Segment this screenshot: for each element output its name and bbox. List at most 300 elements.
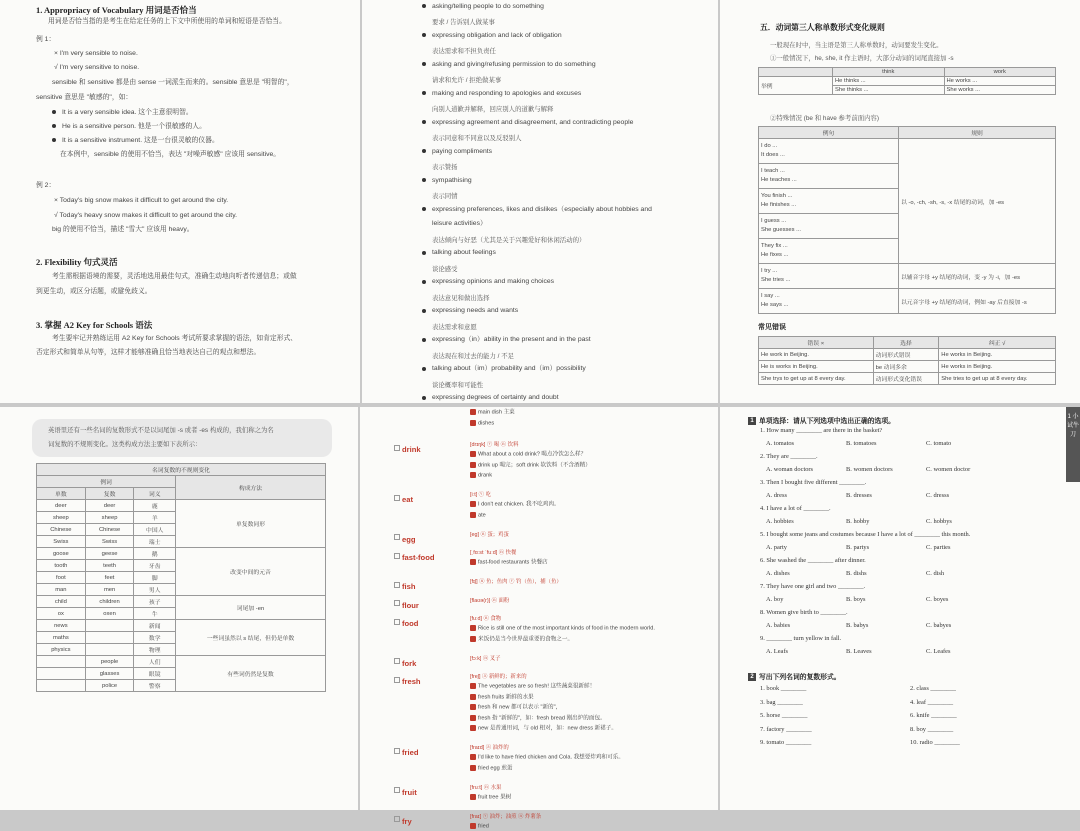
vocab-phonetic: [flaʊə(r)] ⓝ 面粉 [470, 597, 510, 604]
page-vocabulary [0, 0, 360, 403]
entry-text: new 是普通用词，与 old 相对，如：new dress 新裙子。 [478, 725, 617, 732]
plural-item: 10. radio ________ [910, 739, 960, 746]
plural-item: 5. horse ________ [760, 712, 808, 719]
vocab-word: fish [402, 582, 416, 591]
plural-item: 4. leaf ________ [910, 698, 954, 706]
example-marker-icon [470, 715, 476, 721]
example-marker-icon [470, 683, 476, 689]
function-item-cn: 表达需求和不担负责任 [432, 48, 496, 56]
bullet-item: He is a sensitive person. 他是一个很敏感的人。 [52, 123, 206, 131]
function-item-en: expressing degrees of certainty and doubt [432, 394, 559, 402]
answer-option: C. dresss [926, 492, 950, 499]
function-item-en: expressing needs and wants [432, 307, 519, 315]
side-tab: 1 小试牛刀 [1066, 407, 1080, 482]
function-item-en: asking/telling people to do something [432, 3, 544, 10]
table-cell: 动词形式变化错误 [873, 373, 939, 385]
function-item-en: paying compliments [432, 148, 493, 155]
table-cell: geese [85, 548, 134, 560]
table-cell: children [85, 596, 134, 608]
answer-option: B. dresses [846, 492, 872, 499]
table-cell: 数学 [134, 632, 176, 644]
example-1-note: sensible 和 sensitive 都是由 sense 一词派生而来的。sensible 意思是 "明智的"， [52, 79, 294, 86]
vocab-word: fruit [402, 787, 417, 797]
function-item [422, 90, 581, 98]
vocab-entry [394, 742, 418, 760]
question-text: 1. How many ________ are there in the basket? [760, 427, 883, 434]
entry-line [470, 694, 534, 702]
table-cell: 牛 [134, 608, 176, 620]
vocab-phonetic: [freʃ] ⓐ 新鲜的；新来的 [470, 674, 527, 680]
answer-option: C. tomato [926, 440, 952, 447]
checkbox-icon [394, 677, 400, 683]
bullet-icon [422, 207, 426, 211]
example-marker-icon [470, 754, 476, 760]
answer-option: A. tomatos [766, 440, 795, 447]
answer-option: A. party [766, 544, 787, 551]
answer-option: B. dishs [846, 570, 867, 577]
vocab-word: fork [402, 658, 417, 668]
vocab-phonetic: [iːt] ⓥ 吃 [470, 492, 491, 498]
vocab-phonetic: [eg] ⓝ 蛋；鸡蛋 [470, 531, 509, 538]
table-header-cell: think [833, 68, 945, 77]
table-cell: I teach ... He teaches ... [759, 164, 899, 189]
vocab-entry [394, 782, 417, 800]
table-cell: I do ... It does ... [759, 139, 899, 164]
table-cell-method: 单复数同形 [176, 500, 326, 548]
function-item-en: making and responding to apologies and excuses [432, 90, 582, 97]
answer-option: A. boy [766, 596, 784, 603]
question-text: 7. They have one girl and two ________. [760, 583, 866, 590]
entry-text: The vegetables are so fresh! 这些蔬菜很新鲜！ [478, 683, 596, 690]
table-cell: 动词形式错误 [873, 349, 939, 361]
answer-option: C. women doctor [926, 466, 971, 473]
vocab-word: food [402, 619, 419, 628]
table-cell: man [37, 584, 86, 596]
answer-option: B. hobby [846, 518, 870, 525]
table-cell: She works ... [944, 86, 1056, 95]
example-marker-icon [470, 472, 476, 478]
vocab-phonetic: [fuːd] ⓝ 食物 [470, 616, 502, 622]
section-1-title: 1. Appropriacy of Vocabulary 用词是否恰当 [36, 5, 197, 15]
function-item [422, 32, 562, 40]
answer-option: C. babyes [926, 622, 952, 629]
bullet-icon [422, 4, 426, 8]
function-item-cn: 谈论感受 [432, 265, 458, 273]
example-marker-icon [470, 794, 476, 800]
entry-text: fried [478, 822, 489, 829]
entry-line [470, 794, 511, 802]
exercise-1-title: 1 单项选择：请从下列选项中选出正确的选项。 [748, 415, 895, 425]
table-cell: 羊 [134, 512, 176, 524]
table-header-cell: 构成方法 [176, 476, 326, 500]
entry-line [470, 725, 617, 733]
example-marker-icon [470, 823, 476, 829]
table-cell: deer [85, 500, 134, 512]
table-cell: goose [37, 548, 86, 560]
function-item [422, 206, 652, 214]
table-cell: 鹿 [134, 500, 176, 512]
entry-text: fresh 指 "新鲜的"，如：fresh bread 刚出炉的面包。 [478, 714, 606, 721]
section-3-title: 3. 掌握 A2 Key for Schools 语法 [36, 320, 153, 330]
example-2-conclusion: big 的使用不恰当，描述 "雪大" 应该用 heavy。 [52, 226, 194, 233]
table-header-cell: 错误 × [759, 337, 874, 349]
table-common-mistakes [758, 336, 1056, 385]
function-item-cn: 要求 / 告诉别人做某事 [432, 19, 495, 27]
entry-line [470, 472, 492, 480]
table-header-cell: work [944, 68, 1056, 77]
entry-text: I don't eat chicken. 我不吃鸡肉。 [478, 501, 560, 508]
table-cell [85, 644, 134, 656]
example-1-conclusion: 在本例中，sensible 的使用不恰当，表达 "对噪声敏感" 应该用 sensitive。 [60, 151, 281, 158]
table-cell: You finish ... He finishes ... [759, 189, 899, 214]
rules-title: 五．动词第三人称单数形式变化规则 [760, 23, 885, 32]
table-special-verbs [758, 126, 1056, 314]
table-header-cell: 选择 [873, 337, 939, 349]
table-cell-method: 一些词虽然以 s 结尾，但仍是单数 [176, 620, 326, 656]
answer-option: B. women doctors [846, 466, 893, 473]
vocab-phonetic: [fruːt] ⓝ 水果 [470, 784, 502, 791]
table-cell: foot [37, 572, 86, 584]
checkbox-icon [394, 445, 400, 451]
entry-line [470, 823, 489, 831]
example-2-wrong: × Today's big snow makes it difficult to get around the city. [54, 197, 229, 204]
bullet-icon [422, 367, 426, 371]
table-cell: 男人 [134, 584, 176, 596]
entry-text: main dish 主菜 [478, 409, 515, 416]
table-cell: Chinese [37, 524, 86, 536]
entry-line [470, 559, 548, 567]
table-cell: feet [85, 572, 134, 584]
plural-item: 9. tomato ________ [760, 739, 812, 746]
function-item-cn: 表示赞扬 [432, 164, 458, 172]
answer-option: C. parties [926, 544, 951, 551]
table-cell: Swiss [85, 536, 134, 548]
vocab-phonetic: [fɪʃ] ⓝ 鱼；鱼肉 ⓥ 钓（鱼），捕（鱼） [470, 579, 562, 585]
example-1-right: √ I'm very sensitive to noise. [54, 64, 140, 71]
example-marker-icon [470, 559, 476, 565]
question-text: 9. ________ turn yellow in fall. [760, 635, 842, 642]
table-header-cell [759, 68, 833, 77]
bullet-item: It is a very sensible idea. 这个主意很明智。 [52, 109, 193, 117]
answer-option: A. woman doctors [766, 466, 814, 473]
function-item-en: talking about（im）probability and（im）possibility [432, 365, 586, 373]
banner-text: 英语里还有一些名词的复数形式不是以词尾加 -s 或者 -es 构成的，我们称之为名 [48, 427, 274, 434]
table-cell [37, 680, 86, 692]
table-cell: glasses [85, 668, 134, 680]
table-cell: I say ... He says ... [759, 289, 899, 314]
vocab-word: fried [402, 748, 419, 757]
example-marker-icon [470, 462, 476, 468]
checkbox-icon [394, 748, 400, 754]
table-cell: be 动词多余 [873, 361, 939, 373]
function-item [422, 336, 591, 344]
rules-intro: 一般现在时中，当主语是第三人称单数时，动词要发生变化。 [770, 42, 943, 49]
table-cell: They fix ... He fixes ... [759, 239, 899, 264]
answer-option: B. tomatoes [846, 440, 877, 447]
function-item-cn: 谈论概率和可能性 [432, 381, 484, 389]
table-cell: I guess ... She guesses ... [759, 214, 899, 239]
table-cell: Chinese [85, 524, 134, 536]
checkbox-icon [394, 582, 400, 588]
question-text: 8. Women give birth to ________. [760, 609, 848, 616]
entry-line [470, 420, 494, 428]
example-marker-icon [470, 451, 476, 457]
question-text: 2. They are ________. [760, 453, 818, 460]
table-cell [85, 632, 134, 644]
answer-option: A. Leafs [766, 648, 789, 655]
example-marker-icon [470, 725, 476, 731]
answer-option: A. dress [766, 492, 787, 499]
table-cell-rule: 以元音字母 +y 结尾的动词，例如 -ay 后直接加 -s [899, 289, 1056, 314]
bullet-icon [422, 149, 426, 153]
vocab-word: fast-food [402, 553, 435, 562]
bullet-item: It is a sensitive instrument. 这是一台很灵敏的仪器。 [52, 137, 219, 145]
table-cell [85, 620, 134, 632]
function-item [422, 119, 633, 127]
table-header-cell: 例词 [37, 476, 176, 488]
table-cell-method: 有些词仍然是复数 [176, 656, 326, 692]
entry-line [470, 462, 591, 470]
table-cell: She trys to get up at 8 every day. [759, 373, 874, 385]
table-regular-verbs [758, 67, 1056, 95]
entry-line [470, 451, 586, 459]
plural-item: 6. knife ________ [910, 712, 957, 719]
table-cell: 物理 [134, 644, 176, 656]
plural-item: 8. boy ________ [910, 725, 954, 733]
table-cell [37, 668, 86, 680]
table-row [37, 620, 326, 632]
table-header-cell: 复数 [85, 488, 134, 500]
entry-line [470, 754, 624, 762]
entry-text: What about a cold drink? 喝点冷饮怎么样？ [478, 451, 587, 458]
function-item-cn: 表达需求和意愿 [432, 323, 477, 331]
vocab-entry [394, 671, 421, 689]
function-item-en: asking and giving/refusing permission to do something [432, 61, 596, 68]
entry-line [470, 704, 561, 712]
section-1-intro: 用词是否恰当指的是考生在给定任务的上下文中所使用的单词和短语是否恰当。 [48, 18, 286, 25]
plural-item: 1. book ________ [760, 685, 807, 692]
function-item [422, 307, 518, 315]
answer-option: C. hobbys [926, 518, 952, 525]
example-marker-icon [470, 636, 476, 642]
table-row-label: 举例 [759, 77, 833, 95]
table-row [37, 596, 326, 608]
bullet-icon [422, 396, 426, 400]
bullet-icon [422, 280, 426, 284]
table-cell: physics [37, 644, 86, 656]
table-cell: 警察 [134, 680, 176, 692]
entry-line [470, 715, 606, 723]
table-title: 名词复数的不规则变化 [37, 464, 326, 476]
example-marker-icon [470, 625, 476, 631]
table-cell: 瑞士 [134, 536, 176, 548]
function-item-en: sympathising [432, 177, 472, 184]
bullet-icon [422, 62, 426, 66]
bullet-icon [422, 33, 426, 37]
function-item-cn: 表达现在和过去的能力 / 不足 [432, 352, 515, 360]
table-cell: deer [37, 500, 86, 512]
table-cell: He work in Beijing. [759, 349, 874, 361]
section-2-body-2: 到更生动，或区分话题，或避免歧义。 [36, 288, 152, 295]
rule-1: ①一般情况下，he, she, it 作主语时，大部分动词的词尾直接加 -s [770, 55, 954, 62]
table-row [37, 656, 326, 668]
checkbox-icon [394, 600, 400, 606]
page-exercises [720, 407, 1080, 810]
function-item-cn: 表达倾向与好恶（尤其是关于兴趣爱好和休闲活动的） [432, 236, 586, 244]
function-item [422, 249, 496, 257]
table-cell: men [85, 584, 134, 596]
table-row [37, 548, 326, 560]
example-marker-icon [470, 420, 476, 426]
example-1-note-2: sensitive 意思是 "敏感的"，如： [36, 94, 133, 101]
checkbox-icon [394, 495, 400, 501]
vocab-word: fresh [402, 677, 421, 686]
entry-text: fast-food restaurants 快餐店 [478, 559, 548, 566]
function-item [422, 177, 472, 185]
vocab-word: drink [402, 445, 421, 454]
function-item [422, 278, 554, 286]
exercise-2-title: 2 写出下列名词的复数形式。 [748, 671, 841, 681]
function-item-cn: 表示同意和不同意以及反驳别人 [432, 135, 522, 143]
checkbox-icon [394, 787, 400, 793]
checkbox-icon [394, 553, 400, 559]
example-marker-icon [470, 765, 476, 771]
entry-line [470, 409, 515, 417]
entry-text: ate [478, 511, 486, 518]
entry-text: fresh fruits 新鲜的水果 [478, 693, 534, 700]
entry-text: 米饭仍是当今世界最重要的食物之一。 [478, 635, 574, 642]
entry-text: Rice is still one of the most important kinds of food in the modern world. [478, 625, 655, 632]
function-item [422, 3, 544, 11]
checkbox-icon [394, 816, 400, 822]
bullet-icon [422, 251, 426, 255]
function-item-cn: 向别人道歉并解释，回应别人的道歉与解释 [432, 106, 554, 114]
bullet-icon [422, 338, 426, 342]
table-cell: She thinks ... [833, 86, 945, 95]
example-marker-icon [470, 694, 476, 700]
example-marker-icon [470, 501, 476, 507]
table-cell: sheep [85, 512, 134, 524]
table-row [37, 500, 326, 512]
table-cell: 脚 [134, 572, 176, 584]
table-cell: Swiss [37, 536, 86, 548]
answer-option: B. babys [846, 622, 869, 629]
common-mistakes-title: 常见错误 [758, 324, 786, 331]
vocab-entry [394, 529, 416, 547]
table-cell: 孩子 [134, 596, 176, 608]
example-marker-icon [470, 704, 476, 710]
question-text: 4. I have a lot of ________. [760, 505, 831, 512]
entry-text: I'd like to have fried chicken and Cola. 我想要炸鸡和可乐。 [478, 754, 624, 761]
entry-line [470, 501, 560, 509]
answer-option: B. Leaves [846, 648, 872, 655]
table-cell: He thinks ... [833, 77, 945, 86]
function-item-cn: 请求和允许 / 拒绝做某事 [432, 77, 502, 85]
example-1-wrong: × I'm very sensible to noise. [54, 50, 138, 57]
table-cell: tooth [37, 560, 86, 572]
table-header-cell: 规则 [899, 127, 1056, 139]
table-cell: He is works in Beijing. [759, 361, 874, 373]
plural-item: 7. factory ________ [760, 725, 812, 733]
vocab-entry [394, 653, 416, 671]
answer-option: A. hobbies [766, 518, 794, 525]
example-2-label: 例 2： [36, 182, 56, 189]
entry-line [470, 683, 595, 691]
bullet-icon [422, 120, 426, 124]
vocab-word: fry [402, 816, 412, 826]
entry-text: drank [478, 472, 492, 479]
entry-line [470, 625, 655, 633]
question-text: 5. I bought some jeans and costumes because I have a lot of ________ this month. [760, 531, 971, 538]
function-item [422, 148, 492, 156]
checkbox-icon [394, 534, 400, 540]
checkbox-icon [394, 658, 400, 664]
section-2-title: 2. Flexibility 句式灵活 [36, 257, 118, 267]
page-vocabulary-list [360, 407, 718, 829]
vocab-entry [394, 547, 434, 565]
answer-option: C. dish [926, 570, 945, 577]
table-cell: He works in Beijing. [939, 361, 1056, 373]
function-item-en: expressing agreement and disagreement, and contradicting people [432, 119, 634, 126]
entry-text: fresh 和 new 都可以表示 "新的"， [478, 704, 562, 711]
answer-option: B. partys [846, 544, 870, 551]
vocab-word: eat [402, 495, 413, 504]
example-2-right: √ Today's heavy snow makes it difficult to get around the city. [54, 212, 237, 219]
entry-text: fruit tree 果树 [478, 793, 512, 800]
table-cell: news [37, 620, 86, 632]
page-functions-list [362, 0, 718, 403]
question-text: 6. She washed the ________ after dinner. [760, 557, 866, 564]
entry-text: dishes [478, 420, 495, 427]
checkbox-icon [394, 619, 400, 625]
table-cell: She tries to get up at 8 every day. [939, 373, 1056, 385]
entry-text: fried egg 煎蛋 [478, 764, 513, 771]
example-marker-icon [470, 409, 476, 415]
function-item-en: expressing（in）ability in the present and in the past [432, 336, 591, 344]
vocab-phonetic: [ˌfɑːst ˈfuːd] ⓝ 快餐 [470, 550, 517, 556]
table-cell-method: 词尾加 -en [176, 596, 326, 620]
function-item-en: expressing obligation and lack of obligation [432, 32, 562, 39]
section-3-body: 考生要牢记并熟练运用 A2 Key for Schools 考试所要求掌握的语法，如肯定形式、 [52, 335, 298, 342]
vocab-word: egg [402, 534, 416, 544]
table-cell-method: 改变中间的元音 [176, 548, 326, 596]
page-irregular-plurals [0, 407, 358, 810]
table-cell-rule: 以 -o, -ch, -sh, -s, -x 结尾的动词，加 -es [899, 139, 1056, 264]
section-3-body-2: 否定形式和简单从句等，这样才能够准确且恰当地表达自己的观点和想法。 [36, 349, 261, 356]
function-item-cn: 表示同情 [432, 193, 458, 201]
table-cell: people [85, 656, 134, 668]
table-cell: teeth [85, 560, 134, 572]
vocab-word: flour [402, 600, 419, 610]
table-cell: 鹅 [134, 548, 176, 560]
function-item [422, 365, 586, 373]
vocab-phonetic: [fɔːk] ⓝ 叉子 [470, 655, 501, 662]
table-cell: 人们 [134, 656, 176, 668]
function-item-cn: 表达意见和做出选择 [432, 294, 490, 302]
entry-line [470, 636, 573, 644]
table-cell: 新闻 [134, 620, 176, 632]
table-cell [37, 656, 86, 668]
answer-option: A. babies [766, 622, 791, 629]
entry-line [470, 512, 486, 520]
table-cell: police [85, 680, 134, 692]
answer-option: A. dishes [766, 570, 790, 577]
page-third-person-rules [720, 0, 1080, 403]
example-marker-icon [470, 512, 476, 518]
example-1-label: 例 1： [36, 36, 56, 43]
vocab-entry [394, 595, 419, 613]
plural-item: 2. class ________ [910, 685, 956, 692]
